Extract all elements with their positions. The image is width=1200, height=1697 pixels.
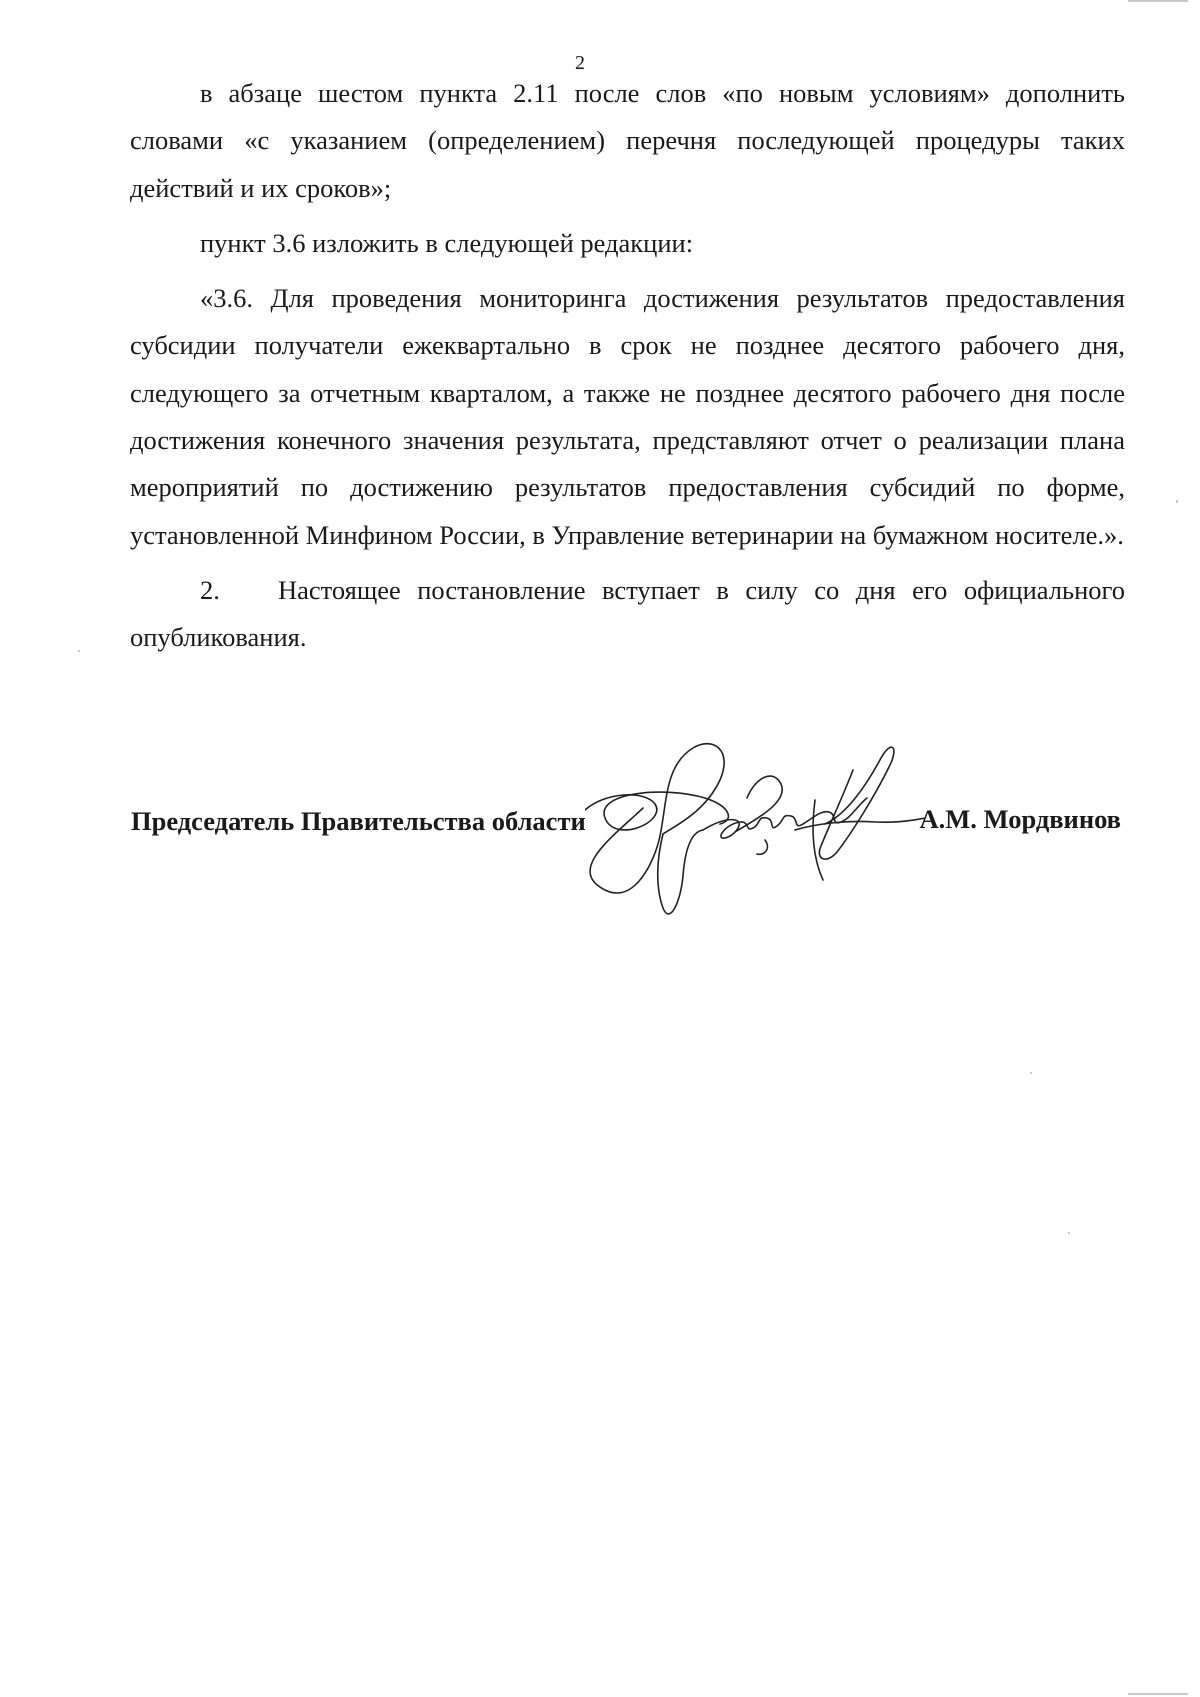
scan-edge-mark <box>1128 0 1188 2</box>
scan-speck <box>1030 1072 1032 1074</box>
scan-speck <box>1176 500 1178 503</box>
scan-speck <box>1068 1232 1070 1234</box>
page-number: 2 <box>575 52 585 74</box>
handwritten-signature <box>585 740 925 930</box>
paragraph-amendment-3-6-intro: пункт 3.6 изложить в следующей редакции: <box>200 227 694 258</box>
scan-speck <box>78 650 80 652</box>
signatory-position: Председатель Правительства области <box>131 806 586 836</box>
paragraph-amendment-2-11: в абзаце шестом пункта 2.11 после слов «по новым условиям» дополнить словами «с указанием (определением) перечня последующей процедуры таких действий и их сроков»; <box>130 78 1125 203</box>
document-body <box>130 70 1125 662</box>
item-text: Настоящее постановление вступает в силу со дня его официального опубликования. <box>130 574 1125 653</box>
scan-edge-mark <box>1128 1693 1188 1695</box>
numbered-item-2 <box>130 567 1125 662</box>
paragraph-amendment-3-6-text: «3.6. Для проведения мониторинга достижения результатов предоставления субсидии получатели ежеквартально в срок не позднее десятого рабочего дня, следующего за отчетным кварталом, а также не позднее десятого рабочего дня после достижения конечного значения результата, представляют отчет о реализации плана мероприятий по достижению результатов предоставления субсидий по форме, установленной Минфином России, в Управление ветеринарии на бумажном носителе.». <box>130 283 1125 550</box>
item-number: 2. <box>200 574 220 605</box>
signatory-name: А.М. Мордвинов <box>919 804 1121 834</box>
